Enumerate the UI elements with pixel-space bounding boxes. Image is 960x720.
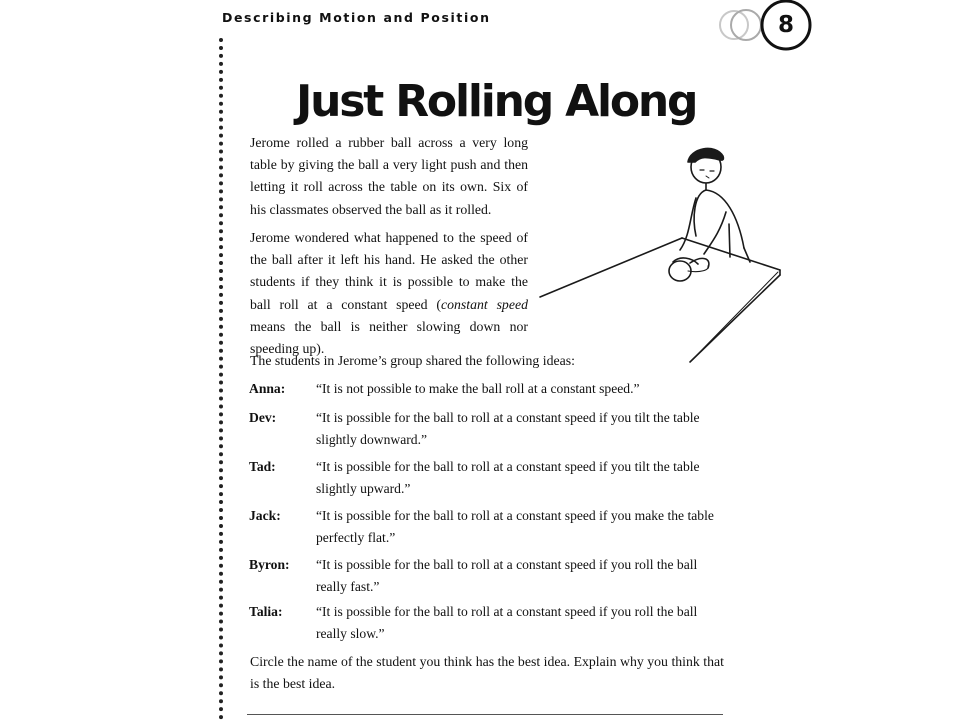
dotted-margin — [219, 38, 223, 720]
section-label: Describing Motion and Position — [222, 10, 491, 25]
student-name[interactable]: Tad: — [249, 459, 276, 474]
student-quote: “It is not possible to make the ball roll at a constant speed.” — [316, 381, 640, 396]
chapter-number: 8 — [777, 12, 794, 38]
student-quote: “It is possible for the ball to roll at a constant speed if you tilt the table slightly downward.” — [316, 410, 700, 447]
student-quote: “It is possible for the ball to roll at a constant speed if you tilt the table slightly upward.” — [316, 459, 700, 496]
student-name[interactable]: Jack: — [249, 508, 281, 523]
intro-text: Jerome rolled a rubber ball across a very long table by giving the ball a very light push and then letting it roll across the table on its own. Six of his classmates observed the ball as it rolled. — [250, 135, 528, 217]
prompt-text: Circle the name of the student you think has the best idea. Explain why you think that is the best idea. — [250, 654, 724, 692]
instruction-prompt — [250, 651, 724, 695]
student-quote: “It is possible for the ball to roll at a constant speed if you roll the ball really fast.” — [316, 557, 698, 594]
student-name[interactable]: Byron: — [249, 557, 290, 572]
ideas-intro-text: The students in Jerome’s group shared the following ideas: — [250, 353, 575, 368]
question-text: Jerome wondered what happened to the speed of the ball after it left his hand. He asked the other students if they think it is possible to make the ball roll at a constant speed ( — [250, 230, 528, 312]
student-name[interactable]: Dev: — [249, 410, 277, 425]
definition-text: means the ball is neither slowing down nor speeding up). — [250, 318, 528, 357]
intro-paragraph — [250, 132, 528, 221]
student-quote: “It is possible for the ball to roll at a constant speed if you roll the ball really slow.” — [316, 604, 698, 641]
page-title: Just Rolling Along — [296, 76, 697, 127]
question-paragraph — [250, 227, 528, 360]
boy-rolling-ball-illustration — [530, 140, 790, 365]
answer-line[interactable] — [247, 714, 723, 715]
definition-term: constant speed — [440, 296, 528, 312]
student-name[interactable]: Talia: — [249, 604, 283, 619]
student-quote: “It is possible for the ball to roll at a constant speed if you make the table perfectly flat.” — [316, 508, 714, 545]
student-name[interactable]: Anna: — [249, 381, 286, 396]
